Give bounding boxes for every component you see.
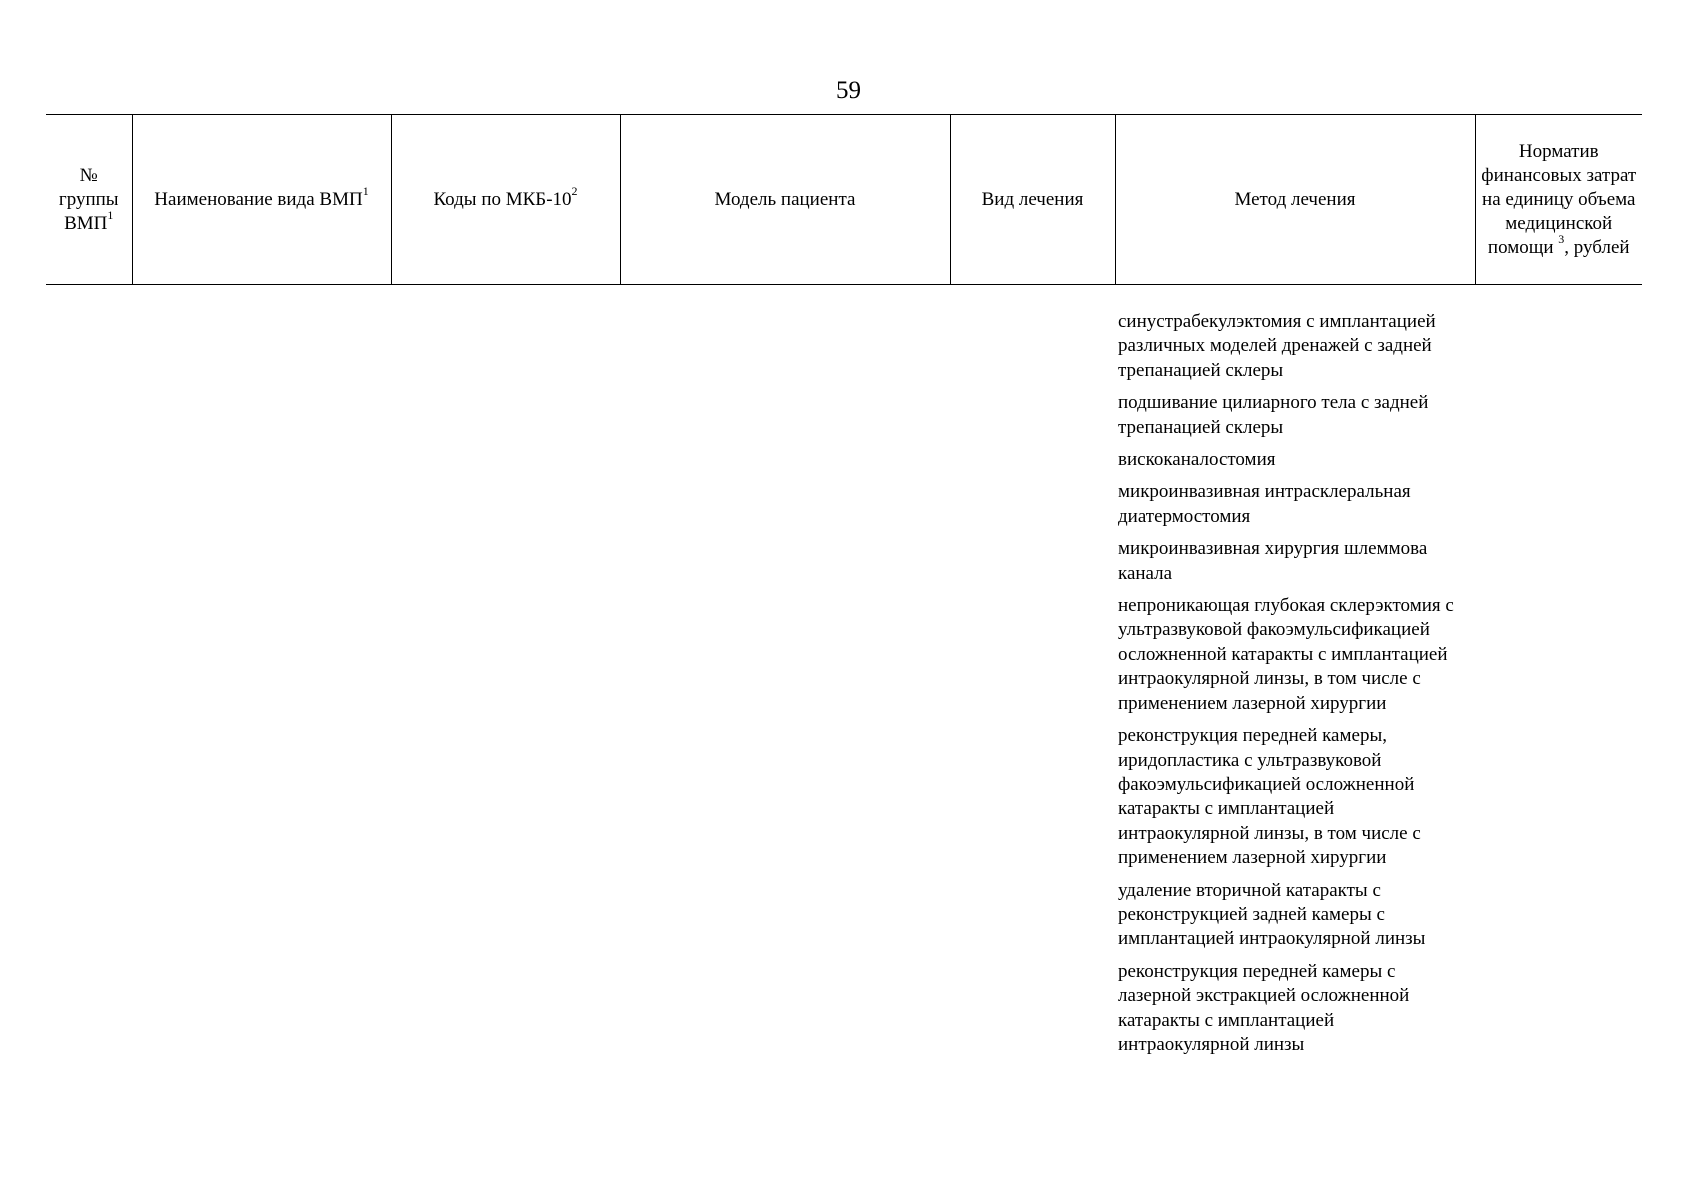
column-header-norm-cost-suffix: , рублей — [1564, 236, 1630, 258]
list-item: микроинвазивная интрасклеральная диатермостомия — [1118, 481, 1411, 527]
list-item: подшивание цилиарного тела с задней трепанацией склеры — [1118, 392, 1429, 438]
column-header-treatment-method — [1115, 115, 1475, 285]
page-number: 59 — [836, 77, 861, 104]
column-header-patient-model — [620, 115, 950, 285]
column-header-vmp-name — [132, 115, 391, 285]
treatment-methods-list — [1118, 310, 1470, 1065]
list-item: микроинвазивная хирургия шлеммова канала — [1118, 538, 1428, 584]
footnote-marker: 1 — [362, 184, 369, 199]
list-item: синустрабекулэктомия с имплантацией различных моделей дренажей с задней трепанацией склеры — [1118, 311, 1436, 381]
list-item: вискоканалостомия — [1118, 449, 1276, 471]
column-header-mkb-codes — [391, 115, 620, 285]
footnote-marker: 2 — [571, 184, 578, 199]
list-item: реконструкция передней камеры, иридопластика с ультразвуковой факоэмульсификацией осложненной катаракты с имплантацией интраокулярной линзы, в том числе с применением лазерной хирургии — [1118, 725, 1421, 869]
list-item: удаление вторичной катаракты с реконструкцией задней камеры с имплантацией интраокулярной линзы — [1118, 879, 1426, 950]
footnote-marker: 3 — [1558, 232, 1565, 247]
column-header-norm-cost-text: Норматив финансовых затрат на единицу объема медицинской помощи — [1481, 140, 1637, 258]
column-header-treatment-type-text: Вид лечения — [981, 188, 1084, 210]
column-header-treatment-method-text: Метод лечения — [1234, 188, 1356, 210]
column-header-treatment-type — [950, 115, 1115, 285]
footnote-marker: 1 — [107, 208, 114, 223]
column-header-mkb-codes-text: Коды по МКБ-10 — [433, 188, 572, 210]
list-item: непроникающая глубокая склерэктомия с ультразвуковой факоэмульсификацией осложненной катаракты с имплантацией интраокулярной линзы, в том числе с применением лазерной хирургии — [1118, 595, 1454, 714]
list-item: реконструкция передней камеры с лазерной экстракцией осложненной катаракты с имплантацией интраокулярной линзы — [1118, 960, 1410, 1055]
table-header — [46, 114, 1642, 285]
column-header-group-no-text: № группы ВМП — [58, 164, 119, 234]
column-header-vmp-name-text: Наименование вида ВМП — [154, 188, 363, 210]
column-header-group-no — [46, 115, 132, 285]
column-header-norm-cost — [1475, 115, 1642, 285]
column-header-patient-model-text: Модель пациента — [714, 188, 856, 210]
